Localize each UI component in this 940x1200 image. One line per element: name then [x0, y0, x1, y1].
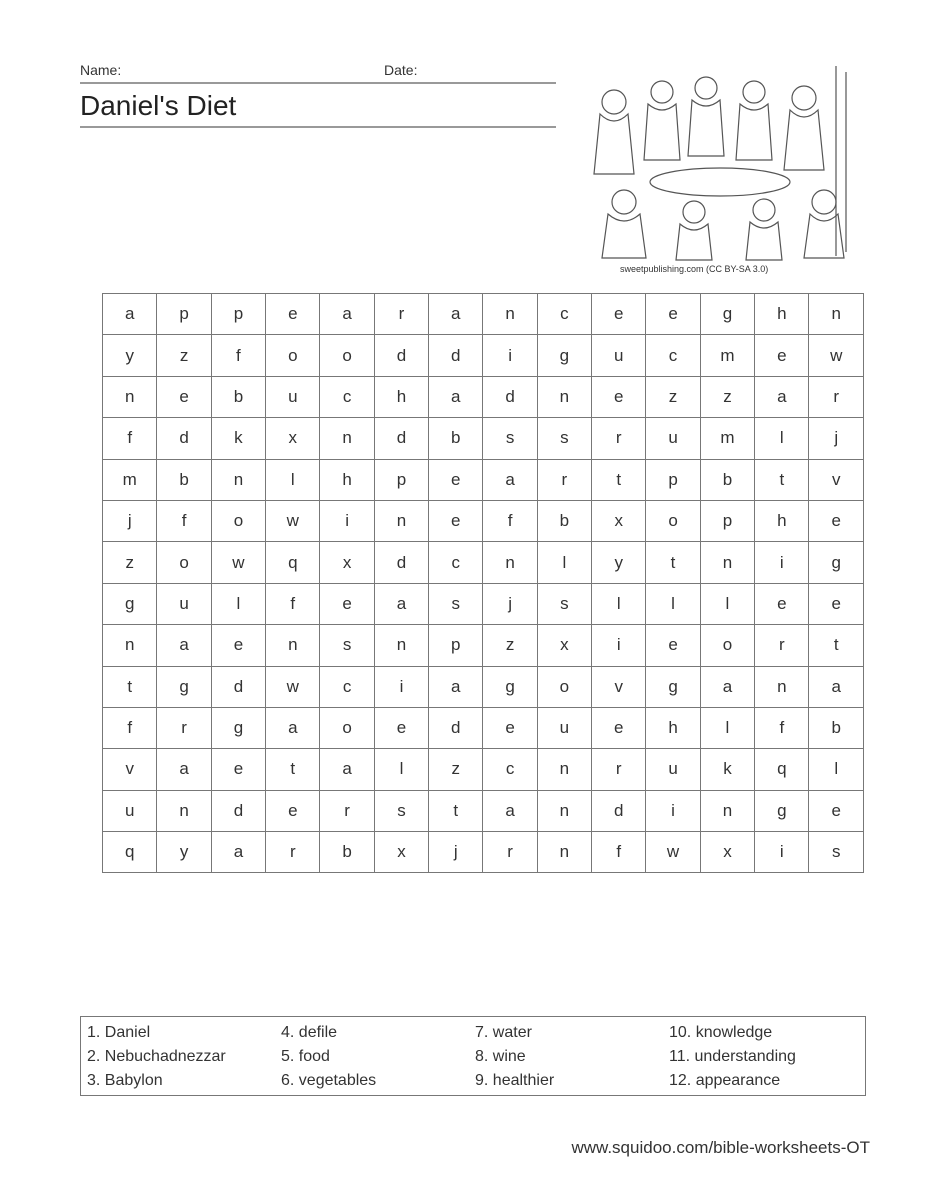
- grid-cell: c: [429, 542, 483, 583]
- grid-cell: n: [700, 542, 754, 583]
- grid-cell: r: [592, 749, 646, 790]
- grid-cell: t: [103, 666, 157, 707]
- grid-cell: p: [157, 294, 211, 335]
- grid-cell: a: [483, 459, 537, 500]
- grid-cell: z: [157, 335, 211, 376]
- grid-cell: w: [809, 335, 864, 376]
- grid-cell: c: [646, 335, 700, 376]
- grid-row: [103, 542, 864, 583]
- grid-cell: e: [592, 376, 646, 417]
- grid-cell: u: [103, 790, 157, 831]
- grid-cell: l: [646, 583, 700, 624]
- grid-cell: h: [755, 500, 809, 541]
- grid-cell: x: [266, 418, 320, 459]
- grid-cell: e: [483, 707, 537, 748]
- grid-cell: e: [592, 294, 646, 335]
- grid-row: [103, 790, 864, 831]
- grid-cell: z: [429, 749, 483, 790]
- grid-cell: d: [211, 666, 265, 707]
- grid-cell: r: [266, 832, 320, 873]
- grid-cell: w: [266, 500, 320, 541]
- grid-cell: n: [537, 832, 591, 873]
- grid-row: [103, 376, 864, 417]
- grid-cell: u: [266, 376, 320, 417]
- grid-row: [103, 459, 864, 500]
- grid-cell: q: [266, 542, 320, 583]
- grid-cell: n: [483, 294, 537, 335]
- grid-cell: n: [809, 294, 864, 335]
- word-bank-item: 1. Daniel: [87, 1024, 151, 1041]
- grid-cell: a: [157, 625, 211, 666]
- grid-row: [103, 707, 864, 748]
- word-bank-item: 12. appearance: [669, 1072, 781, 1089]
- grid-cell: i: [755, 542, 809, 583]
- word-bank-item: 6. vegetables: [281, 1072, 377, 1089]
- grid-cell: t: [646, 542, 700, 583]
- grid-cell: l: [700, 583, 754, 624]
- grid-cell: u: [592, 335, 646, 376]
- grid-cell: g: [537, 335, 591, 376]
- grid-cell: o: [211, 500, 265, 541]
- grid-cell: j: [809, 418, 864, 459]
- grid-row: [103, 335, 864, 376]
- grid-cell: o: [320, 335, 374, 376]
- name-date-row: [80, 60, 556, 82]
- grid-row: [103, 583, 864, 624]
- word-bank-column-3: [475, 1021, 554, 1093]
- grid-cell: y: [103, 335, 157, 376]
- grid-cell: o: [157, 542, 211, 583]
- word-bank-item: 2. Nebuchadnezzar: [87, 1048, 226, 1065]
- grid-cell: f: [266, 583, 320, 624]
- grid-cell: l: [266, 459, 320, 500]
- grid-cell: n: [374, 500, 428, 541]
- illustration-credit: sweetpublishing.com (CC BY-SA 3.0): [620, 264, 769, 274]
- grid-cell: c: [320, 376, 374, 417]
- grid-cell: r: [755, 625, 809, 666]
- grid-cell: x: [537, 625, 591, 666]
- grid-row: [103, 832, 864, 873]
- grid-cell: o: [700, 625, 754, 666]
- worksheet-title: Daniel's Diet: [80, 90, 237, 121]
- grid-cell: a: [211, 832, 265, 873]
- grid-cell: m: [700, 335, 754, 376]
- grid-cell: i: [592, 625, 646, 666]
- word-bank-column-2: [281, 1021, 376, 1093]
- grid-cell: f: [483, 500, 537, 541]
- grid-cell: c: [320, 666, 374, 707]
- grid-cell: n: [700, 790, 754, 831]
- grid-cell: w: [266, 666, 320, 707]
- grid-cell: i: [646, 790, 700, 831]
- grid-cell: e: [809, 790, 864, 831]
- grid-cell: d: [429, 707, 483, 748]
- grid-cell: a: [103, 294, 157, 335]
- grid-cell: n: [157, 790, 211, 831]
- grid-cell: m: [103, 459, 157, 500]
- grid-cell: e: [374, 707, 428, 748]
- grid-cell: n: [266, 625, 320, 666]
- grid-cell: g: [211, 707, 265, 748]
- grid-cell: e: [429, 500, 483, 541]
- word-bank-item: 11. understanding: [669, 1048, 796, 1065]
- grid-cell: k: [211, 418, 265, 459]
- grid-cell: e: [809, 583, 864, 624]
- grid-cell: a: [266, 707, 320, 748]
- grid-cell: u: [646, 749, 700, 790]
- grid-cell: u: [646, 418, 700, 459]
- grid-cell: s: [537, 583, 591, 624]
- grid-cell: z: [646, 376, 700, 417]
- footer-url: www.squidoo.com/bible-worksheets-OT: [571, 1138, 870, 1157]
- grid-row: [103, 666, 864, 707]
- grid-cell: v: [809, 459, 864, 500]
- grid-row: [103, 294, 864, 335]
- grid-cell: e: [266, 294, 320, 335]
- grid-cell: n: [537, 749, 591, 790]
- grid-cell: s: [320, 625, 374, 666]
- word-bank-item: 9. healthier: [475, 1072, 555, 1089]
- grid-cell: k: [700, 749, 754, 790]
- grid-cell: g: [700, 294, 754, 335]
- grid-cell: c: [537, 294, 591, 335]
- grid-cell: d: [374, 418, 428, 459]
- grid-cell: p: [374, 459, 428, 500]
- name-label: Name:: [80, 62, 122, 78]
- grid-cell: n: [483, 542, 537, 583]
- grid-cell: e: [646, 625, 700, 666]
- grid-cell: o: [537, 666, 591, 707]
- grid-cell: n: [103, 625, 157, 666]
- grid-cell: u: [537, 707, 591, 748]
- grid-cell: e: [429, 459, 483, 500]
- grid-cell: d: [483, 376, 537, 417]
- grid-cell: h: [755, 294, 809, 335]
- grid-cell: v: [103, 749, 157, 790]
- grid-cell: j: [483, 583, 537, 624]
- grid-cell: y: [157, 832, 211, 873]
- grid-cell: p: [211, 294, 265, 335]
- grid-cell: d: [429, 335, 483, 376]
- grid-cell: s: [483, 418, 537, 459]
- grid-cell: e: [592, 707, 646, 748]
- grid-cell: x: [320, 542, 374, 583]
- grid-cell: f: [157, 500, 211, 541]
- grid-cell: s: [537, 418, 591, 459]
- grid-cell: f: [103, 707, 157, 748]
- grid-cell: a: [809, 666, 864, 707]
- grid-cell: l: [211, 583, 265, 624]
- grid-cell: a: [429, 376, 483, 417]
- grid-cell: e: [266, 790, 320, 831]
- grid-cell: o: [320, 707, 374, 748]
- grid-cell: v: [592, 666, 646, 707]
- word-bank-item: 10. knowledge: [669, 1024, 773, 1041]
- grid-cell: z: [700, 376, 754, 417]
- grid-cell: j: [429, 832, 483, 873]
- grid-cell: t: [809, 625, 864, 666]
- grid-cell: a: [755, 376, 809, 417]
- grid-cell: n: [320, 418, 374, 459]
- grid-cell: n: [211, 459, 265, 500]
- word-search-grid: [102, 293, 864, 873]
- grid-cell: d: [592, 790, 646, 831]
- grid-cell: e: [320, 583, 374, 624]
- grid-cell: t: [429, 790, 483, 831]
- grid-cell: e: [211, 625, 265, 666]
- grid-cell: a: [157, 749, 211, 790]
- grid-cell: e: [809, 500, 864, 541]
- grid-cell: l: [809, 749, 864, 790]
- grid-cell: t: [592, 459, 646, 500]
- grid-cell: a: [374, 583, 428, 624]
- grid-cell: h: [320, 459, 374, 500]
- grid-cell: g: [755, 790, 809, 831]
- grid-cell: y: [592, 542, 646, 583]
- grid-cell: h: [374, 376, 428, 417]
- word-bank-item: 5. food: [281, 1048, 330, 1065]
- grid-cell: d: [374, 335, 428, 376]
- grid-cell: e: [211, 749, 265, 790]
- word-bank-column-4: [669, 1021, 796, 1093]
- grid-row: [103, 749, 864, 790]
- grid-cell: s: [429, 583, 483, 624]
- grid-cell: f: [592, 832, 646, 873]
- grid-cell: n: [103, 376, 157, 417]
- grid-cell: g: [483, 666, 537, 707]
- grid-cell: i: [483, 335, 537, 376]
- grid-cell: r: [157, 707, 211, 748]
- grid-cell: b: [320, 832, 374, 873]
- word-bank-item: 4. defile: [281, 1024, 338, 1041]
- grid-cell: s: [809, 832, 864, 873]
- word-bank-item: 3. Babylon: [87, 1072, 163, 1089]
- word-bank-item: 7. water: [475, 1024, 532, 1041]
- grid-cell: a: [320, 294, 374, 335]
- grid-cell: g: [103, 583, 157, 624]
- grid-cell: x: [374, 832, 428, 873]
- name-line: [80, 82, 556, 84]
- grid-cell: e: [755, 335, 809, 376]
- grid-cell: q: [755, 749, 809, 790]
- grid-cell: e: [157, 376, 211, 417]
- grid-cell: b: [700, 459, 754, 500]
- grid-cell: z: [483, 625, 537, 666]
- grid-cell: p: [646, 459, 700, 500]
- grid-cell: i: [755, 832, 809, 873]
- grid-cell: o: [266, 335, 320, 376]
- grid-cell: n: [374, 625, 428, 666]
- grid-cell: a: [429, 294, 483, 335]
- grid-cell: q: [103, 832, 157, 873]
- grid-cell: s: [374, 790, 428, 831]
- grid-cell: d: [211, 790, 265, 831]
- grid-cell: g: [809, 542, 864, 583]
- grid-cell: j: [103, 500, 157, 541]
- grid-cell: l: [537, 542, 591, 583]
- grid-cell: f: [103, 418, 157, 459]
- grid-cell: i: [374, 666, 428, 707]
- grid-cell: x: [700, 832, 754, 873]
- grid-cell: l: [755, 418, 809, 459]
- grid-cell: g: [646, 666, 700, 707]
- grid-cell: r: [320, 790, 374, 831]
- grid-cell: a: [700, 666, 754, 707]
- grid-cell: n: [537, 790, 591, 831]
- grid-row: [103, 418, 864, 459]
- grid-cell: b: [537, 500, 591, 541]
- grid-cell: b: [211, 376, 265, 417]
- grid-cell: b: [809, 707, 864, 748]
- grid-cell: r: [483, 832, 537, 873]
- grid-row: [103, 625, 864, 666]
- word-bank-item: 8. wine: [475, 1048, 526, 1065]
- grid-cell: l: [374, 749, 428, 790]
- grid-cell: f: [211, 335, 265, 376]
- grid-cell: h: [646, 707, 700, 748]
- grid-cell: o: [646, 500, 700, 541]
- grid-cell: w: [646, 832, 700, 873]
- grid-cell: r: [374, 294, 428, 335]
- grid-cell: r: [537, 459, 591, 500]
- grid-cell: a: [320, 749, 374, 790]
- grid-cell: p: [429, 625, 483, 666]
- grid-cell: t: [755, 459, 809, 500]
- grid-cell: l: [592, 583, 646, 624]
- grid-cell: r: [809, 376, 864, 417]
- grid-cell: l: [700, 707, 754, 748]
- word-bank-column-1: [87, 1021, 226, 1093]
- grid-cell: c: [483, 749, 537, 790]
- grid-cell: n: [537, 376, 591, 417]
- coloring-page-illustration: [584, 62, 856, 262]
- worksheet-header: [80, 60, 556, 128]
- grid-cell: t: [266, 749, 320, 790]
- title-underline: [80, 126, 556, 128]
- grid-cell: b: [429, 418, 483, 459]
- grid-cell: w: [211, 542, 265, 583]
- grid-cell: u: [157, 583, 211, 624]
- grid-cell: a: [483, 790, 537, 831]
- grid-row: [103, 500, 864, 541]
- grid-cell: x: [592, 500, 646, 541]
- grid-cell: i: [320, 500, 374, 541]
- grid-cell: d: [157, 418, 211, 459]
- grid-cell: e: [755, 583, 809, 624]
- grid-cell: m: [700, 418, 754, 459]
- date-label: Date:: [384, 62, 418, 78]
- grid-cell: p: [700, 500, 754, 541]
- grid-cell: n: [755, 666, 809, 707]
- grid-cell: d: [374, 542, 428, 583]
- grid-cell: r: [592, 418, 646, 459]
- grid-cell: b: [157, 459, 211, 500]
- grid-cell: g: [157, 666, 211, 707]
- grid-cell: a: [429, 666, 483, 707]
- grid-cell: z: [103, 542, 157, 583]
- grid-cell: f: [755, 707, 809, 748]
- grid-cell: e: [646, 294, 700, 335]
- word-bank: [80, 1016, 866, 1096]
